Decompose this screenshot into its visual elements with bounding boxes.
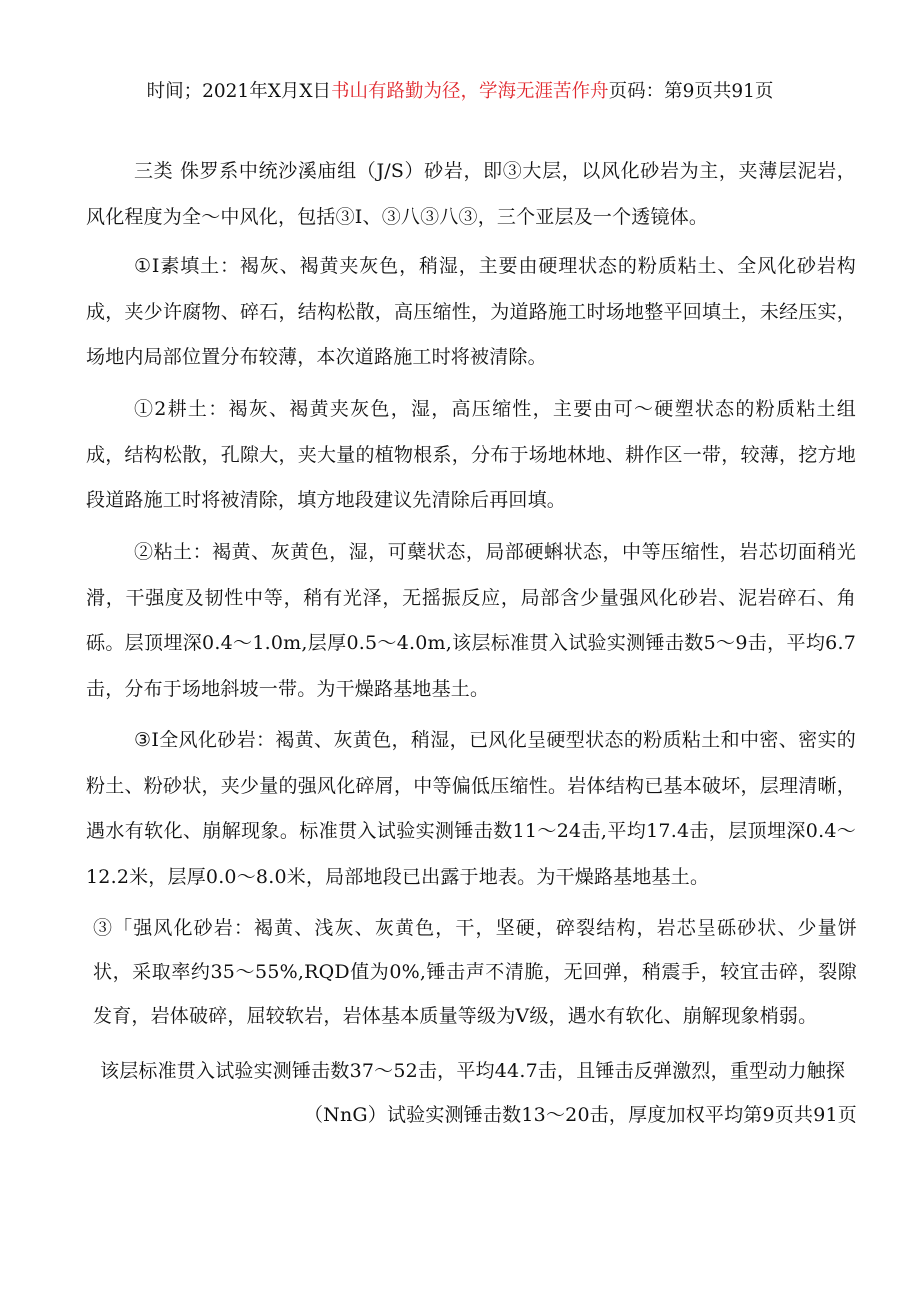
paragraph-penetration-test-main: 该层标准贯入试验实测锤击数37～52击，平均44.7击，且锤击反弹激烈，重型动力触探: [100, 1060, 846, 1082]
header-motto: 书山有路勤为径，学海无涯苦作舟: [331, 81, 609, 102]
paragraph-fully-weathered-sandstone: ③I全风化砂岩：褐黄、灰黄色，稍湿，已风化呈硬型状态的粉质粘土和中密、密实的粉土、粉砂状，夹少量的强风化碎屑，中等偏低压缩性。岩体结构已基本破坏，层理清晰，遇水有软化、崩解现象。标准贯入试验实测锤击数11～24击,平均17.4击，层顶埋深0.4～12.2米，层厚0.0～8.0米，局部地段已出露于地表。为干燥路基地基土。: [86, 729, 856, 888]
page-header: [0, 78, 920, 106]
header-date-label: 时间；2021年X月X日: [146, 81, 332, 102]
paragraph-penetration-test-last-line: （NnG）试验实测锤击数13～20击，厚度加权平均第9页共91页: [303, 1104, 857, 1126]
paragraph-rock-class-intro: 三类 侏罗系中统沙溪庙组（J/S）砂岩，即③大层，以风化砂岩为主，夹薄层泥岩，风化程度为全～中风化，包括③I、③八③八③，三个亚层及一个透镜体。: [86, 160, 856, 228]
paragraph-strongly-weathered-sandstone: ③「强风化砂岩：褐黄、浅灰、灰黄色，干，坚硬，碎裂结构，岩芯呈砾砂状、少量饼状，采取率约35～55%,RQD值为0%,锤击声不清脆，无回弹，稍震手，较宜击碎，裂隙发育，岩体破碎，屈较软岩，岩体基本质量等级为V级，遇水有软化、崩解现象梢弱。: [93, 917, 857, 1027]
paragraph-cultivated-soil: ①2耕土：褐灰、褐黄夹灰色，湿，高压缩性，主要由可～硬塑状态的粉质粘土组成，结构松散，孔隙大，夹大量的植物根系，分布于场地林地、耕作区一带，较薄，挖方地段道路施工时将被清除，填方地段建议先清除后再回填。: [86, 398, 856, 511]
paragraph-clay: ②粘土：褐黄、灰黄色，湿，可蘖状态，局部硬蝌状态，中等压缩性，岩芯切面稍光滑，干强度及韧性中等，稍有光泽，无摇振反应，局部含少量强风化砂岩、泥岩碎石、角砾。层顶埋深0.4～1.0m,层厚0.5～4.0m,该层标准贯入试验实测锤击数5～9击，平均6.7击，分布于场地斜坡一带。为干燥路基地基土。: [86, 541, 856, 700]
header-page-number: 页码：第9页共91页: [608, 81, 774, 102]
paragraph-plain-fill: ①I素填土：褐灰、褐黄夹灰色，稍湿，主要由硬理状态的粉质粘土、全风化砂岩构成，夹少许腐物、碎石，结构松散，高压缩性，为道路施工时场地整平回填土，未经压实，场地内局部位置分布较薄，本次道路施工时将被清除。: [86, 255, 856, 368]
paragraph-penetration-test: [90, 1049, 857, 1137]
